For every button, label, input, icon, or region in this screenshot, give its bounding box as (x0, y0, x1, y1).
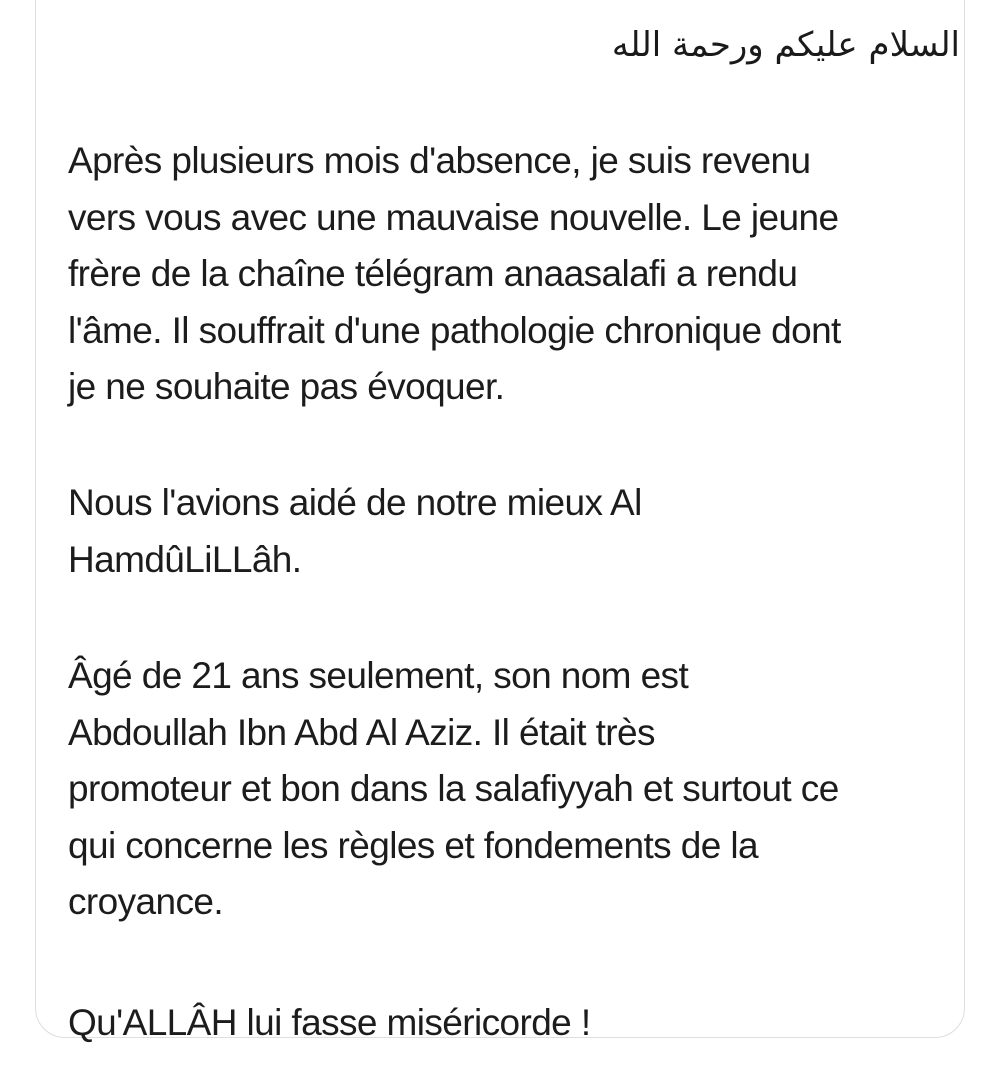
message-paragraph-4 (68, 995, 948, 1052)
message-line: Qu'ALLÂH lui fasse miséricorde ! (68, 1002, 591, 1043)
message-line: HamdûLiLLâh. (68, 538, 302, 580)
greeting-text: السلام عليكم ورحمة الله (611, 25, 960, 65)
message-line: promoteur et bon dans la salafiyyah et surtout ce (68, 768, 839, 809)
message-line: je ne souhaite pas évoquer. (68, 366, 505, 407)
message-line: vers vous avec une mauvaise nouvelle. Le jeune (68, 196, 839, 238)
message-line: croyance. (68, 881, 224, 922)
message-line: Après plusieurs mois d'absence, je suis revenu (68, 140, 811, 181)
message-line: Abdoullah Ibn Abd Al Aziz. Il était très (68, 711, 655, 753)
message-line: Âgé de 21 ans seulement, son nom est (68, 655, 689, 696)
message-line: Nous l'avions aidé de notre mieux Al (68, 482, 642, 523)
message-line: l'âme. Il souffrait d'une pathologie chronique dont (68, 309, 841, 351)
message-paragraph-1 (68, 133, 948, 416)
message-paragraph-3 (68, 648, 948, 931)
message-line: qui concerne les règles et fondements de la (68, 824, 758, 866)
message-paragraph-2 (68, 475, 948, 588)
message-line: frère de la chaîne télégram anaasalafi a rendu (68, 253, 798, 294)
